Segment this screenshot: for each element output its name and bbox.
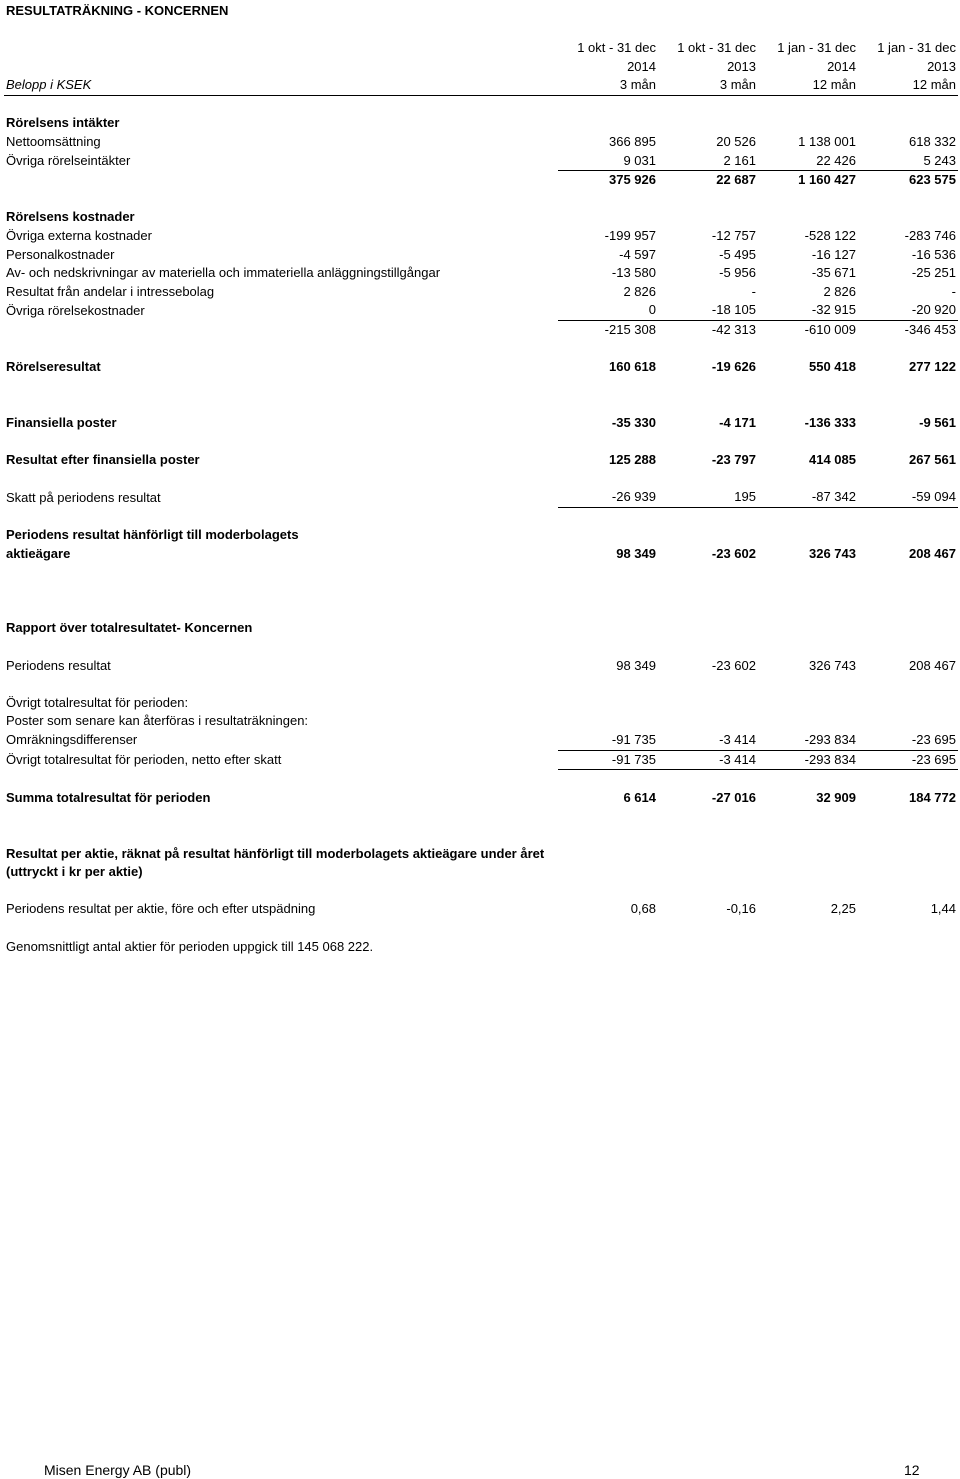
row-value: 2 161 [658,152,758,171]
row-value: 184 772 [909,789,956,805]
row-value: -23 695 [858,750,958,770]
row-value: -293 834 [758,731,858,750]
row-label: Övrigt totalresultat för perioden: [6,694,189,710]
col-header-year: 2013 [727,58,756,74]
spacer-row [4,807,958,826]
text-row [4,694,958,713]
spacer-row [4,470,958,489]
spacer-row [4,601,958,620]
col-header-length: 3 mån [658,76,758,95]
row-value: 125 288 [609,452,656,468]
row-value: 6 614 [623,789,656,805]
row-value: 160 618 [609,359,656,375]
row-value: -12 757 [711,227,756,243]
text-row [4,712,958,731]
row-value: 550 418 [809,359,856,375]
row-value: -42 313 [711,321,756,337]
col-header-length: 3 mån [558,76,658,95]
income-statement-table [4,39,958,956]
header-year-row [4,58,958,77]
table-row [4,264,958,283]
table-row [4,414,958,433]
spacer-row [4,395,958,414]
section-heading [4,845,958,864]
row-value: -346 453 [904,321,956,337]
row-value: -23 695 [858,731,958,750]
table-row [4,545,958,564]
row-value: -528 122 [804,227,856,243]
row-value: 414 085 [809,452,856,468]
row-label: Periodens resultat [6,657,111,673]
col-header-year: 2013 [927,58,956,74]
row-label: Poster som senare kan återföras i resultaträkningen: [6,713,309,729]
row-value: 2,25 [830,901,856,917]
row-value: -27 016 [711,789,756,805]
col-header-period: 1 jan - 31 dec [777,40,856,55]
row-value: -32 915 [758,301,858,320]
row-value: -3 414 [658,731,758,750]
spacer-row [4,507,958,526]
row-value: - [951,283,956,299]
row-value: 366 895 [609,133,656,149]
row-label: Resultat efter finansiella poster [6,452,200,468]
col-header-length: 12 mån [758,76,858,95]
row-value: -3 414 [658,750,758,770]
row-value: 267 561 [909,452,956,468]
row-value: 277 122 [909,359,956,375]
col-header-period: 1 okt - 31 dec [677,40,756,55]
row-label: Övriga rörelsekostnader [6,302,145,318]
table-row [4,731,958,750]
section-heading-label: (uttryckt i kr per aktie) [6,864,143,880]
row-value: -35 671 [811,265,856,281]
spacer-row [4,582,958,601]
row-value: 2 826 [623,283,656,299]
row-value: 2 826 [823,283,856,299]
row-value: -23 602 [711,657,756,673]
header-period-row [4,39,958,58]
table-row [4,789,958,808]
row-label: Personalkostnader [6,246,115,262]
table-row [4,451,958,470]
row-value: -610 009 [804,321,856,337]
row-value: 1 160 427 [798,172,856,188]
section-heading [4,208,958,227]
row-label: Finansiella poster [6,414,117,430]
table-row [4,246,958,265]
section-heading-label: Rapport över totalresultatet- Koncernen [6,620,253,636]
row-label: Övrigt totalresultat för perioden, netto efter skatt [6,752,282,768]
section-heading [4,863,958,882]
col-header-year: 2014 [627,58,656,74]
col-header-period: 1 jan - 31 dec [877,40,956,55]
row-value: -283 746 [904,227,956,243]
row-value: -215 308 [604,321,656,337]
row-value: -26 939 [558,488,658,507]
subtotal-row [4,320,958,339]
table-row [4,488,958,507]
table-row [4,750,958,770]
table-row [4,133,958,152]
row-label: Summa totalresultat för perioden [6,789,211,805]
row-value: -16 536 [911,246,956,262]
section-heading-label: Resultat per aktie, räknat på resultat hänförligt till moderbolagets aktieägare under året [6,845,545,861]
section-heading-label: Rörelsens intäkter [6,115,120,131]
row-label: Av- och nedskrivningar av materiella och immateriella anläggningstillgångar [6,265,441,281]
section-heading [4,526,958,545]
unit-label: Belopp i KSEK [4,76,558,95]
row-value: 623 575 [909,172,956,188]
table-row [4,358,958,377]
row-label: Nettoomsättning [6,133,101,149]
col-header-length: 12 mån [858,76,958,95]
spacer-row [4,564,958,583]
spacer-row [4,95,958,114]
table-row [4,227,958,246]
row-value: 326 743 [809,657,856,673]
spacer-row [4,919,958,938]
row-value: 9 031 [558,152,658,171]
row-value: -18 105 [658,301,758,320]
row-label: Övriga externa kostnader [6,227,152,243]
row-value: 326 743 [809,546,856,562]
table-row [4,283,958,302]
footer-page-number: 12 [904,1462,920,1478]
row-value: -13 580 [611,265,656,281]
table-row [4,657,958,676]
row-value: -4 171 [719,414,756,430]
row-value: 208 467 [909,657,956,673]
row-value: 22 687 [716,172,756,188]
row-value: 98 349 [616,657,656,673]
spacer-row [4,826,958,845]
row-label: aktieägare [6,546,71,562]
col-header-period: 1 okt - 31 dec [577,40,656,55]
row-label: Rörelseresultat [6,359,101,375]
row-label: Periodens resultat per aktie, före och efter utspädning [6,901,316,917]
table-row [4,900,958,919]
row-value: -9 561 [919,414,956,430]
row-value: 20 526 [716,133,756,149]
row-value: -23 797 [711,452,756,468]
row-value: 618 332 [909,133,956,149]
row-value: 22 426 [758,152,858,171]
col-header-year: 2014 [827,58,856,74]
row-value: -25 251 [911,265,956,281]
spacer-row [4,340,958,359]
row-label: Skatt på periodens resultat [6,489,161,505]
subtotal-row [4,171,958,190]
spacer-row [4,432,958,451]
row-value: 195 [658,488,758,507]
section-heading-label: Rörelsens kostnader [6,209,135,225]
row-value: 5 243 [858,152,958,171]
spacer-row [4,638,958,657]
footer-company: Misen Energy AB (publ) [44,1462,192,1478]
row-value: -5 495 [719,246,756,262]
row-value: -23 602 [711,546,756,562]
spacer-row [4,882,958,901]
row-value: 1,44 [930,901,956,917]
row-value: 208 467 [909,546,956,562]
row-value: - [751,283,756,299]
row-value: 32 909 [816,789,856,805]
row-value: -0,16 [726,901,756,917]
spacer-row [4,675,958,694]
header-length-row [4,76,958,95]
note-text: Genomsnittligt antal aktier för perioden uppgick till 145 068 222. [6,938,374,954]
row-value: -199 957 [604,227,656,243]
table-row [4,152,958,171]
row-value: 1 138 001 [798,133,856,149]
row-value: -35 330 [611,414,656,430]
row-value: -293 834 [758,750,858,770]
row-value: -19 626 [711,359,756,375]
spacer-row [4,190,958,209]
spacer-row [4,377,958,396]
row-value: 0,68 [630,901,656,917]
row-label: Övriga rörelseintäkter [6,153,131,169]
row-value: 98 349 [616,546,656,562]
spacer-row [4,770,958,789]
row-value: 0 [558,301,658,320]
table-row [4,301,958,320]
row-value: -16 127 [811,246,856,262]
row-value: -91 735 [558,731,658,750]
row-label: Omräkningsdifferenser [6,732,138,748]
section-heading [4,114,958,133]
row-value: -59 094 [858,488,958,507]
row-value: -4 597 [619,246,656,262]
row-value: -5 956 [719,265,756,281]
section-heading [4,619,958,638]
row-value: -136 333 [804,414,856,430]
row-value: -20 920 [858,301,958,320]
row-value: -87 342 [758,488,858,507]
row-label-line1: Periodens resultat hänförligt till moderbolagets [6,527,299,543]
row-value: 375 926 [609,172,656,188]
row-label: Resultat från andelar i intressebolag [6,283,215,299]
text-row [4,938,958,957]
row-value: -91 735 [558,750,658,770]
page-title: RESULTATRÄKNING - KONCERNEN [6,3,229,18]
